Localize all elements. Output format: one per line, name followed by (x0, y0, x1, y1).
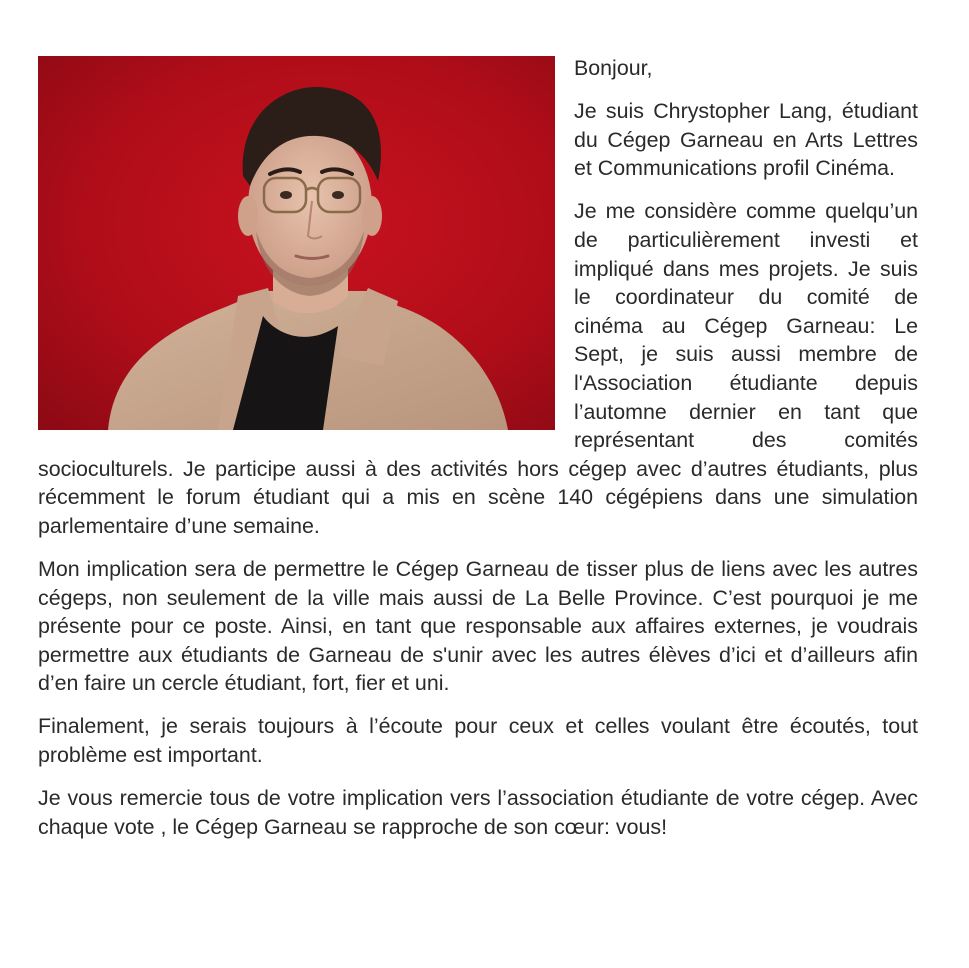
letter (38, 54, 918, 856)
goal-paragraph: Mon implication sera de permettre le Cégep Garneau de tisser plus de liens avec les autres cégeps, non seulement de la ville mais aussi de La Belle Province. C’est pourquoi je me présente pour ce poste. Ainsi, en tant que responsable aux affaires externes, je voudrais permettre aux étudiants de Garneau de s'unir avec les autres élèves d’ici et d’ailleurs afin d’en faire un cercle étudiant, fort, fier et uni. (38, 557, 918, 696)
portrait-photo (38, 56, 555, 430)
closing-paragraph: Je vous remercie tous de votre implication vers l’association étudiante de votre cégep. Avec chaque vote , le Cégep Garneau se rapproche de son cœur: vous! (38, 786, 918, 839)
involvement-paragraph: Je me considère comme quelqu’un de particulièrement investi et impliqué dans mes projets. Je suis le coordinateur du comité de cinéma au Cégep Garneau: Le Sept, je suis aussi membre de l'Association étudiante depuis l’automne dernier en tant que représentant des comités socioculturels. Je participe aussi à des activités hors cégep avec d’autres étudiants, plus récemment le forum étudiant qui a mis en scène 140 cégépiens dans une simulation parlementaire d’une semaine. (38, 199, 918, 538)
greeting: Bonjour, (574, 56, 653, 80)
listening-paragraph: Finalement, je serais toujours à l’écoute pour ceux et celles voulant être écoutés, tout problème est important. (38, 714, 918, 768)
intro-paragraph: Je suis Chrystopher Lang, étudiant du Cégep Garneau en Arts Lettres et Communications profil Cinéma. (574, 99, 918, 181)
